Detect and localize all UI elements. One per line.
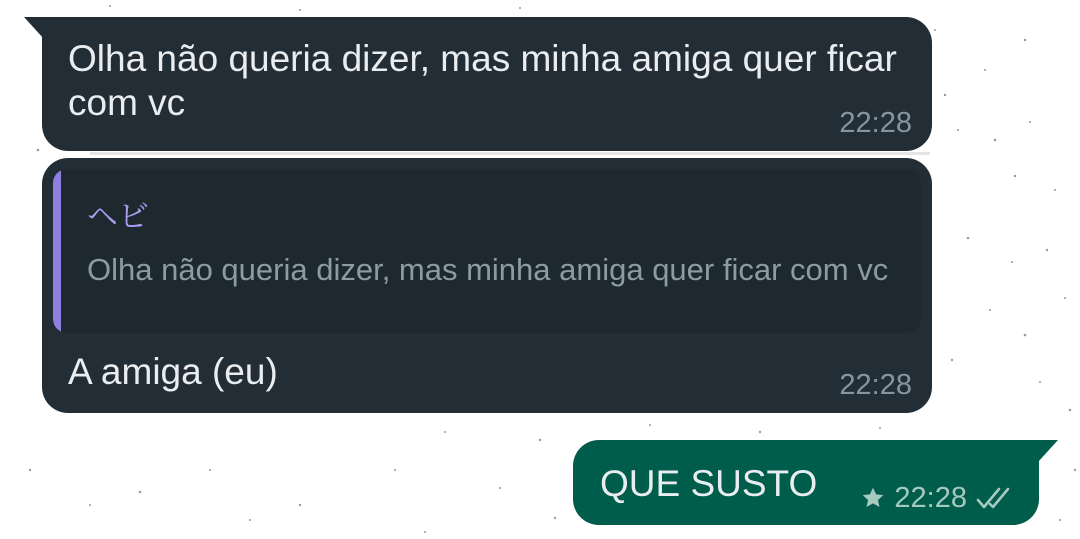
outgoing-bubble-tail — [1038, 440, 1058, 462]
star-icon — [860, 485, 886, 511]
quoted-message[interactable] — [53, 169, 921, 333]
message-text: QUE SUSTO — [600, 463, 818, 504]
message-text: A amiga (eu) — [68, 351, 278, 392]
outgoing-message-bubble[interactable] — [573, 440, 1039, 525]
message-meta — [860, 481, 1015, 515]
message-text: Olha não queria dizer, mas minha amiga quer ficar com vc — [68, 38, 897, 123]
double-check-icon — [975, 485, 1015, 511]
quote-accent-bar — [53, 169, 61, 333]
incoming-bubble-tail — [24, 17, 44, 39]
message-time: 22:28 — [839, 107, 912, 139]
quoted-text: Olha não queria dizer, mas minha amiga quer ficar com vc — [87, 252, 889, 287]
message-time: 22:28 — [839, 369, 912, 401]
message-time: 22:28 — [894, 482, 967, 514]
incoming-message-bubble[interactable] — [42, 17, 932, 151]
incoming-reply-bubble[interactable] — [42, 158, 932, 413]
quoted-author: ヘビ — [87, 199, 149, 234]
